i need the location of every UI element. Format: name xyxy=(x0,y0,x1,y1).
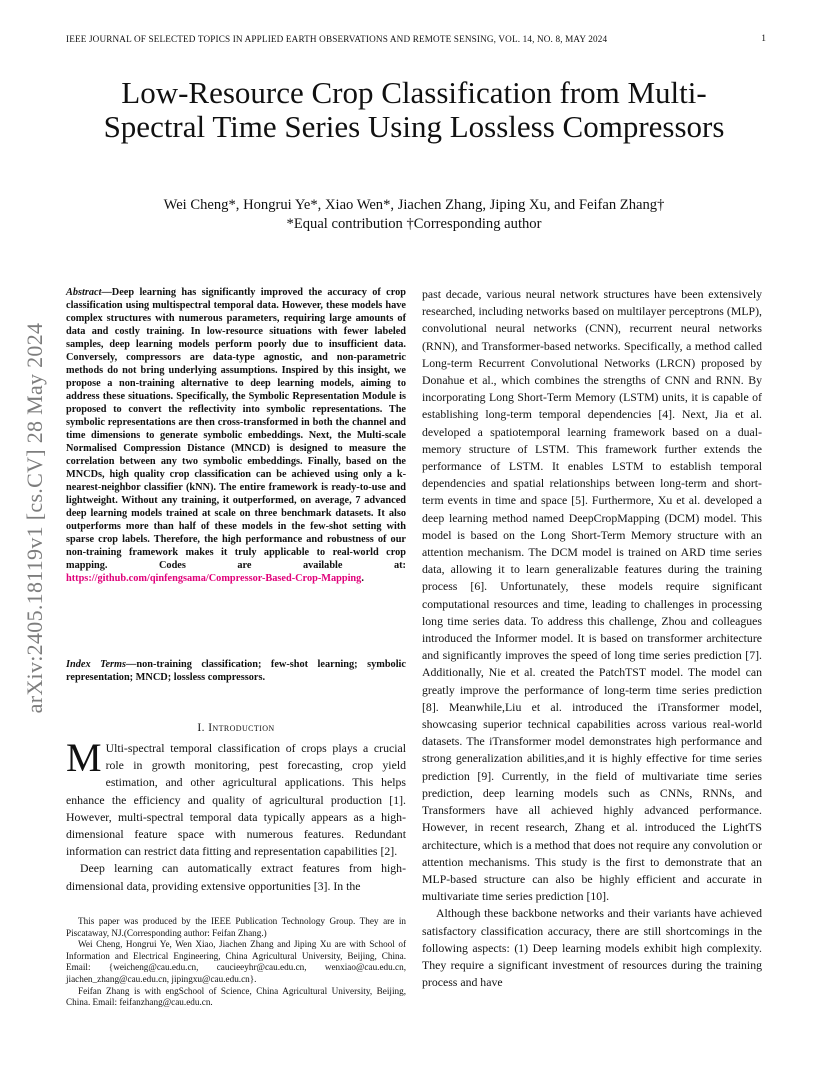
index-terms xyxy=(66,658,406,684)
journal-header: IEEE JOURNAL OF SELECTED TOPICS IN APPLIED EARTH OBSERVATIONS AND REMOTE SENSING, VOL. 14, NO. 8, MAY 2024 xyxy=(66,34,608,44)
code-link[interactable]: https://github.com/qinfengsama/Compressor-Based-Crop-Mapping xyxy=(66,573,362,584)
footnotes xyxy=(66,916,406,1009)
arxiv-stamp xyxy=(23,278,47,758)
abstract-body: —Deep learning has significantly improved the accuracy of crop classification using multispectral temporal data. However, these models have complex structures with numerous parameters, requiring large amounts of data and costly training. In low-resource situations with fewer labeled samples, deep learning models perform poorly due to insufficient data. Conversely, compressors are data-type agnostic, and non-parametric methods do not bring underlying assumptions. Inspired by this insight, we propose a non-training alternative to deep learning models, aiming to address these situations. Specifically, the Symbolic Representation Module is proposed to convert the reflectivity into symbolic representations. The symbolic representations are then cross-transformed in both the channel and time dimensions to generate symbolic embeddings. Next, the Multi-scale Normalised Compression Distance (MNCD) is designed to measure the correlation between any two symbolic embeddings. Finally, based on the MNCDs, high quality crop classification can be achieved using only a k-nearest-neighbor classifier (kNN). The entire framework is ready-to-use and lightweight. Without any training, it outperformed, on average, 7 advanced deep learning models trained at scale on three benchmark datasets. It also outperforms more than half of these models in the few-shot setting with sparse crop labels. Therefore, the high performance and robustness of our non-training framework makes it truly applicable to real-world crop mapping. Codes are available at: xyxy=(66,287,406,571)
intro-paragraph-1-text: Ulti-spectral temporal classification of crops plays a crucial role in growth monitoring, pest forecasting, crop yield estimation, and other agricultural applications. This helps enhance the efficiency and quality of agricultural production [1]. However, multi-spectral temporal data typically appears as a high-dimensional feature space with numerous features. Redundant information can restrict data fitting and representation capabilities [2]. xyxy=(66,741,406,859)
index-terms-body: —non-training classification; few-shot learning; symbolic representation; MNCD; lossless compressors. xyxy=(66,659,406,683)
right-column-text xyxy=(422,286,762,991)
contribution-note: *Equal contribution †Corresponding author xyxy=(286,216,542,232)
intro-paragraph-2: Deep learning can automatically extract features from high-dimensional data, providing extensive opportunities [3]. In the xyxy=(66,861,406,893)
intro-paragraph-1 xyxy=(66,735,406,860)
footnote-1: This paper was produced by the IEEE Publication Technology Group. They are in Piscataway, NJ.(Corresponding author: Feifan Zhang.) xyxy=(66,916,406,938)
section-name: Introduction xyxy=(208,722,275,734)
author-names: Wei Cheng*, Hongrui Ye*, Xiao Wen*, Jiachen Zhang, Jiping Xu, and Feifan Zhang† xyxy=(163,197,665,213)
footnote-2: Wei Cheng, Hongrui Ye, Wen Xiao, Jiachen Zhang and Jiping Xu are with School of Information and Electrical Engineering, China Agricultural University, Beijing, China. Email: {weicheng@cau.edu.cn, caucieeyhr@cau.edu.cn, wenxiao@cau.edu.cn, jiachen_zhang@cau.edu.cn, jipingxu@cau.edu.cn}. xyxy=(66,939,406,984)
author-block xyxy=(80,196,748,234)
footnote-3: Feifan Zhang is with engSchool of Science, China Agricultural University, Beijing, China. Email: feifanzhang@cau.edu.cn. xyxy=(66,985,406,1008)
abstract-label: Abstract xyxy=(66,287,102,298)
section-number: I. xyxy=(197,722,205,734)
right-paragraph-2: Although these backbone networks and their variants have achieved satisfactory classification accuracy, there are still shortcomings in the following aspects: (1) Deep learning models exhibit high complexity. They require a significant investment of resources during the training process and have xyxy=(422,906,762,990)
arxiv-stamp-text: arXiv:2405.18119v1 [cs.CV] 28 May 2024 xyxy=(22,322,47,714)
section-heading xyxy=(66,722,406,734)
paper-title: Low-Resource Crop Classification from Multi-Spectral Time Series Using Lossless Compressors xyxy=(103,75,725,144)
index-terms-label: Index Terms xyxy=(66,659,127,670)
abstract-end: . xyxy=(361,573,364,584)
right-paragraph-1: past decade, various neural network structures have been extensively researched, including networks based on multilayer perceptrons (MLP), convolutional neural networks (CNN), recurrent neural networks (RNN), and Transformer-based networks. Specifically, a method called Long-term Recurrent Convolutional Networks (LRCN) proposed by Donahue et al., which combines the strengths of CNN and RNN. By incorporating Long Short-Term Memory (LSTM) units, it is capable of establishing long-term temporal dependencies [4]. Next, Jia et al. developed a spatiotemporal learning framework based on a dual-memory structure of LSTM. This framework further extends the performance of LSTM. It enables LSTM to establish temporal dependencies and spatial relationships between long-term and short-term events in time and space [5]. Furthermore, Xu et al. developed a deep learning method named DeepCropMapping (DCM) model. This model is based on the Long Short-Term Memory structure with an attention mechanism. The DCM model is trained on ARD time series data, allowing it to learn generalizable features during the training process [6]. Unfortunately, these models require significant computational resources and time, leading to challenges in processing long time series data. To address this challenge, Zhou and colleagues introduced the Informer model. It is based on transformer architecture and significantly improves the speed of long time series prediction [7]. Additionally, Nie et al. created the PatchTST model. The model can greatly improve the performance of long-term time series prediction [8]. Meanwhile,Liu et al. introduced the iTransformer model, showcasing superior technical capabilities across various real-world datasets. The iTransformer model demonstrates high performance and strong generalization abilities,and it is highly effective for time series prediction [9]. Currently, in the field of multivariate time series prediction, deep learning models such as CNNs, RNNs, and Transformers have all achieved highly advanced performance. However, in recent research, Zhang et al. introduced the LightTS architecture, which is a method that does not require any convolution or attention mechanisms. This study is the first to demonstrate that an MLP-based structure can also be highly efficient and accurate in multivariate time series prediction [10]. xyxy=(422,287,762,904)
drop-cap: M xyxy=(66,735,102,780)
introduction-text xyxy=(66,735,406,895)
page-number: 1 xyxy=(761,34,766,44)
abstract xyxy=(66,286,406,585)
